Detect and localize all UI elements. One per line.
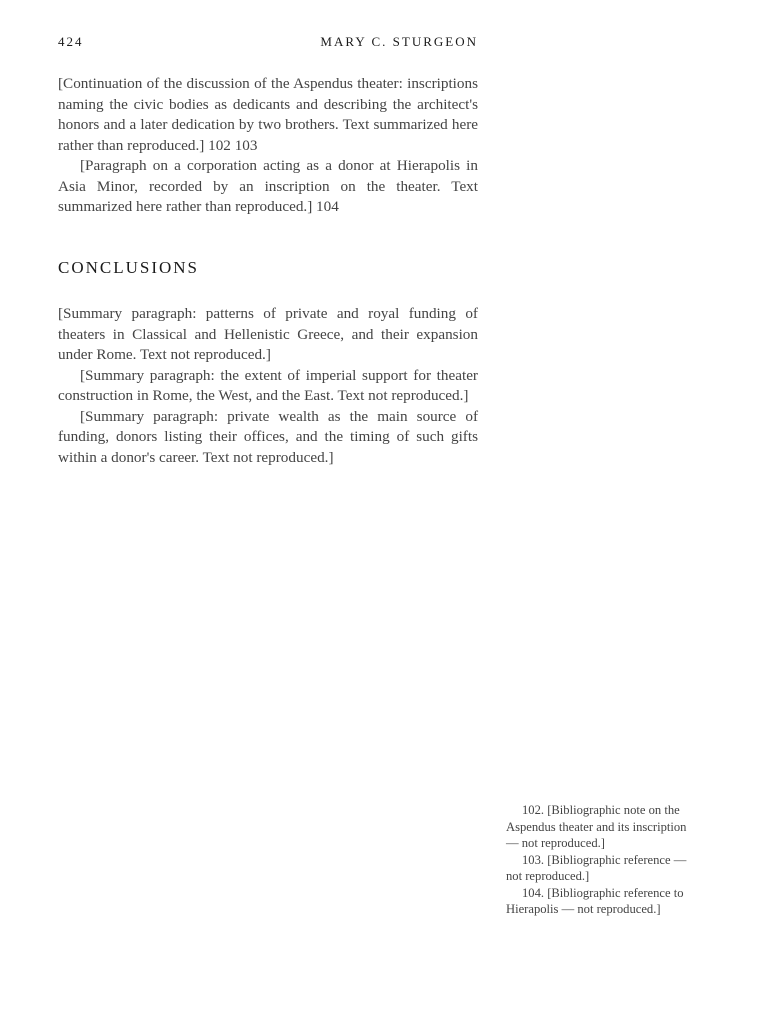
main-text-column <box>58 74 478 468</box>
footnote: 102. [Bibliographic note on the Aspendus theater and its inscription — not reproduced.] <box>506 803 687 850</box>
footnotes <box>506 802 702 918</box>
body-paragraph: [Summary paragraph: private wealth as the main source of funding, donors listing their offices, and the timing of such gifts within a donor's career. Text not reproduced.] <box>58 407 478 466</box>
body-paragraph: [Continuation of the discussion of the Aspendus theater: inscriptions naming the civic bodies as dedicants and describing the architect's honors and a later dedication by two brothers. Text summarized here rather than reproduced.] 102 103 <box>58 75 478 154</box>
body-paragraph: [Summary paragraph: patterns of private and royal funding of theaters in Classical and Hellenistic Greece, and their expansion under Rome. Text not reproduced.] <box>58 305 478 363</box>
page-number: 424 <box>58 34 84 49</box>
body-paragraph: [Paragraph on a corporation acting as a donor at Hierapolis in Asia Minor, recorded by an inscription on the theater. Text summarized here rather than reproduced.] 104 <box>58 157 478 215</box>
running-head <box>58 34 478 50</box>
section-heading: CONCLUSIONS <box>58 257 200 277</box>
body-paragraph: [Summary paragraph: the extent of imperial support for theater construction in Rome, the West, and the East. Text not reproduced.] <box>58 366 478 404</box>
footnote: 103. [Bibliographic reference — not reproduced.] <box>506 852 687 883</box>
footnote: 104. [Bibliographic reference to Hierapolis — not reproduced.] <box>506 885 684 916</box>
author-name: MARY C. STURGEON <box>320 34 478 49</box>
